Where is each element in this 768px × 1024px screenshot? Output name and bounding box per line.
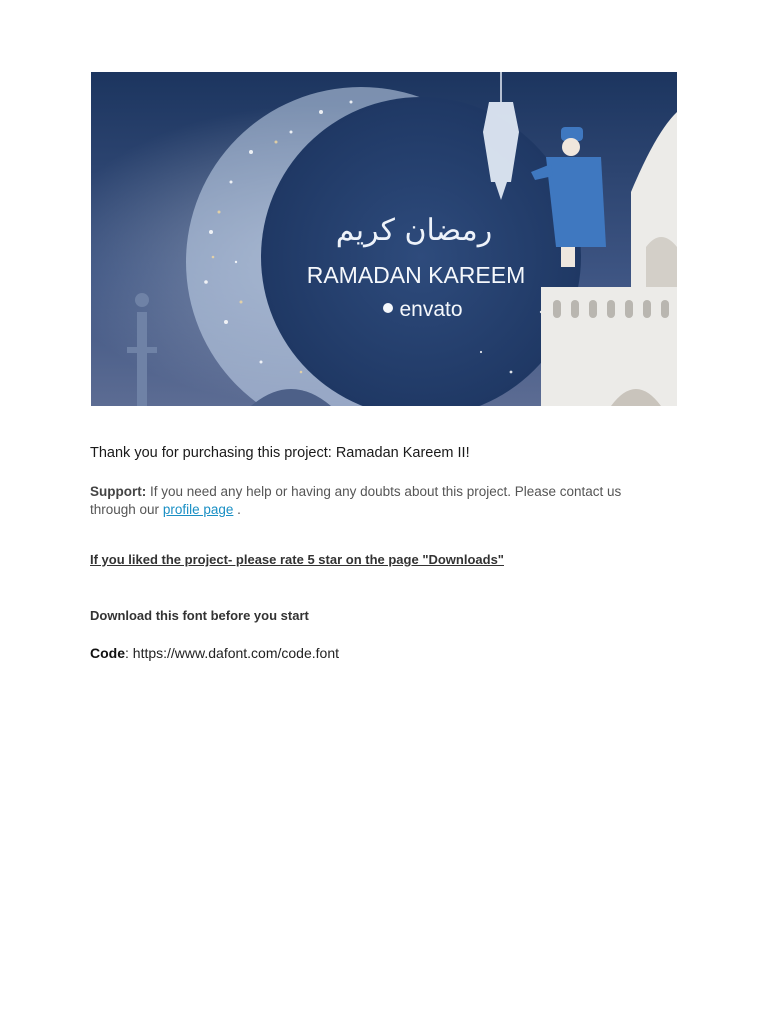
banner-title: RAMADAN KAREEM xyxy=(306,262,526,288)
rate-project-text: If you liked the project- please rate 5 star on the page "Downloads" xyxy=(90,552,504,567)
support-text: If you need any help or having any doubts about this project. Please contact us through our xyxy=(90,484,622,517)
code-font-line xyxy=(90,645,339,661)
support-end: . xyxy=(233,502,241,517)
code-label: Code xyxy=(90,645,125,661)
support-label: Support: xyxy=(90,484,147,499)
thank-you-text: Thank you for purchasing this project: Ramadan Kareem II! xyxy=(90,445,470,461)
code-font-url: : https://www.dafont.com/code.font xyxy=(125,645,339,661)
profile-page-link[interactable]: profile page xyxy=(162,502,234,517)
support-paragraph xyxy=(90,483,660,519)
banner-arabic-calligraphy: رمضان كريم xyxy=(335,213,493,248)
ramadan-kareem-banner-image xyxy=(91,72,677,406)
banner-brand: envato xyxy=(399,298,463,321)
download-font-heading: Download this font before you start xyxy=(90,608,309,623)
